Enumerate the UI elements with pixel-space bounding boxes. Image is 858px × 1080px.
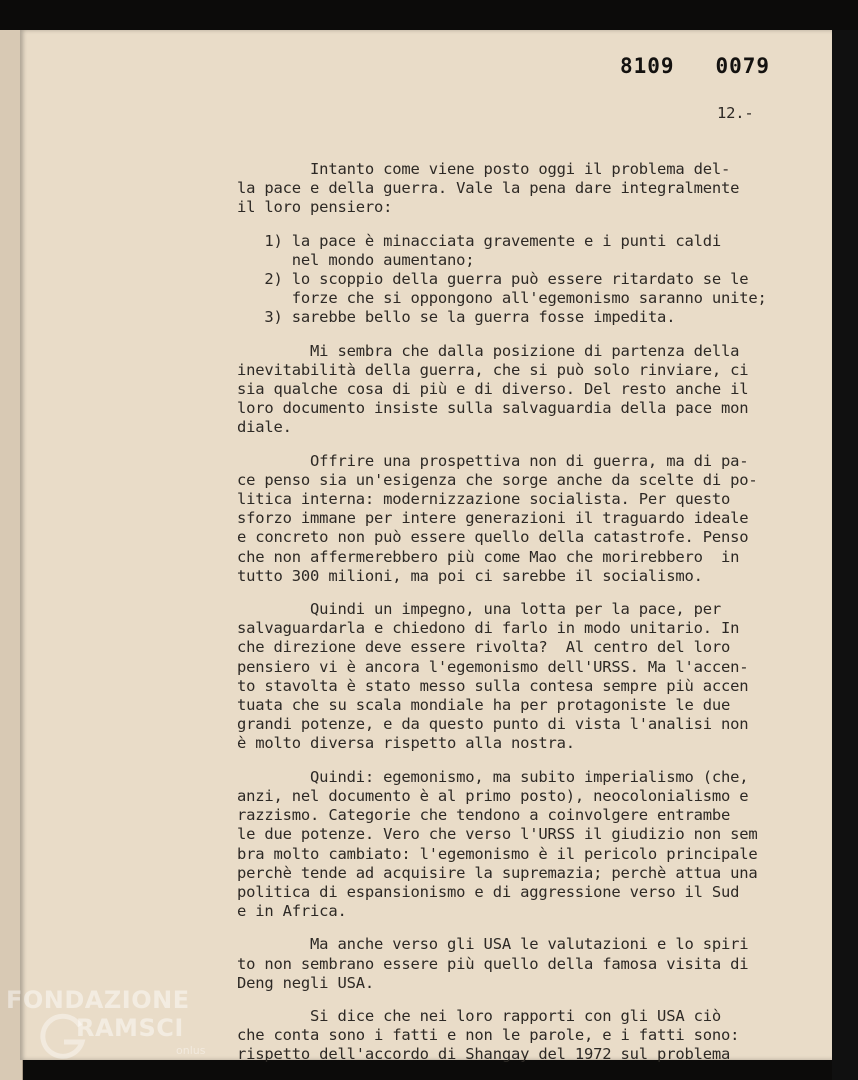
paragraph (237, 342, 797, 438)
text-line: ce penso sia un'esigenza che sorge anche da scelte di po- (237, 470, 758, 489)
paragraph (237, 1007, 797, 1065)
text-line: Quindi: egemonismo, ma subito imperialismo (che, (237, 767, 749, 786)
text-line: 3) sarebbe bello se la guerra fosse impedita. (237, 308, 676, 327)
paragraph (237, 935, 797, 993)
fondazione-gramsci-watermark (6, 986, 211, 1066)
text-line: tutto 300 milioni, ma poi ci sarebbe il socialismo. (237, 566, 703, 585)
paragraph (237, 452, 797, 586)
text-line: nel mondo aumentano; (237, 250, 475, 269)
text-line: tuata che su scala mondiale ha per protagoniste le due (237, 696, 731, 715)
text-line: Ma anche verso gli USA le valutazioni e lo spiri (237, 935, 749, 954)
document-body (237, 160, 797, 1079)
text-line: inevitabilità della guerra, che si può solo rinviare, ci (237, 360, 749, 379)
text-line: politica di espansionismo e di aggressione verso il Sud (237, 882, 740, 901)
archive-doc-number: 8109 0079 (620, 54, 771, 78)
text-line: il loro pensiero: (237, 198, 393, 217)
text-line: 2) lo scoppio della guerra può essere ritardato se le (237, 270, 749, 289)
watermark-line-1: FONDAZIONE (6, 986, 190, 1014)
paragraph (237, 160, 797, 218)
text-line: rispetto dell'accordo di Shangay del 1972 sul problema (237, 1045, 731, 1064)
text-line: le due potenze. Vero che verso l'URSS il giudizio non sem (237, 825, 758, 844)
list-item (237, 270, 797, 308)
text-line: pensiero vi è ancora l'egemonismo dell'URSS. Ma l'accen- (237, 657, 749, 676)
text-line: perchè tende ad acquisire la supremazia; perchè attua una (237, 863, 758, 882)
numbered-list (237, 232, 797, 328)
text-line: che conta sono i fatti e non le parole, e i fatti sono: (237, 1026, 740, 1045)
text-line: sforzo immane per intere generazioni il traguardo ideale (237, 509, 749, 528)
text-line: Mi sembra che dalla posizione di partenza della (237, 341, 740, 360)
text-line: to non sembrano essere più quello della famosa visita di (237, 954, 749, 973)
text-line: razzismo. Categorie che tendono a coinvolgere entrambe (237, 806, 731, 825)
text-line: salvaguardarla e chiedono di farlo in modo unitario. In (237, 619, 740, 638)
text-line: litica interna: modernizzazione socialista. Per questo (237, 490, 731, 509)
text-line: Deng negli USA. (237, 973, 374, 992)
scan-border (832, 30, 858, 1080)
list-item (237, 308, 797, 327)
text-line: anzi, nel documento è al primo posto), neocolonialismo e (237, 786, 749, 805)
watermark-line-3: onlus (176, 1044, 206, 1057)
text-line: Si dice che nei loro rapporti con gli USA ciò (237, 1006, 721, 1025)
text-line: che direzione deve essere rivolta? Al centro del loro (237, 638, 731, 657)
text-line: bra molto cambiato: l'egemonismo è il pericolo principale (237, 844, 758, 863)
text-line: e concreto non può essere quello della catastrofe. Penso (237, 528, 749, 547)
text-line: to stavolta è stato messo sulla contesa sempre più accen (237, 676, 749, 695)
paragraph (237, 600, 797, 754)
paragraph (237, 768, 797, 922)
text-line: Quindi un impegno, una lotta per la pace, per (237, 600, 721, 619)
text-line: diale. (237, 418, 292, 437)
text-line: che non affermerebbero più come Mao che morirebbero in (237, 547, 740, 566)
watermark-line-2: RAMSCI (76, 1014, 184, 1042)
text-line: forze che si oppongono all'egemonismo saranno unite; (237, 289, 767, 308)
text-line: la pace e della guerra. Vale la pena dare integralmente (237, 179, 740, 198)
text-line: Offrire una prospettiva non di guerra, ma di pa- (237, 451, 749, 470)
text-line: sia qualche cosa di più e di diverso. Del resto anche il (237, 380, 749, 399)
text-line: Intanto come viene posto oggi il problema del- (237, 160, 731, 178)
page-number: 12.- (717, 104, 754, 122)
text-line: grandi potenze, e da questo punto di vista l'analisi non (237, 715, 749, 734)
text-line: 1) la pace è minacciata gravemente e i punti caldi (237, 231, 721, 250)
text-line: e in Africa. (237, 902, 347, 921)
text-line: loro documento insiste sulla salvaguardia della pace mon (237, 399, 749, 418)
list-item (237, 232, 797, 270)
text-line: è molto diversa rispetto alla nostra. (237, 734, 575, 753)
